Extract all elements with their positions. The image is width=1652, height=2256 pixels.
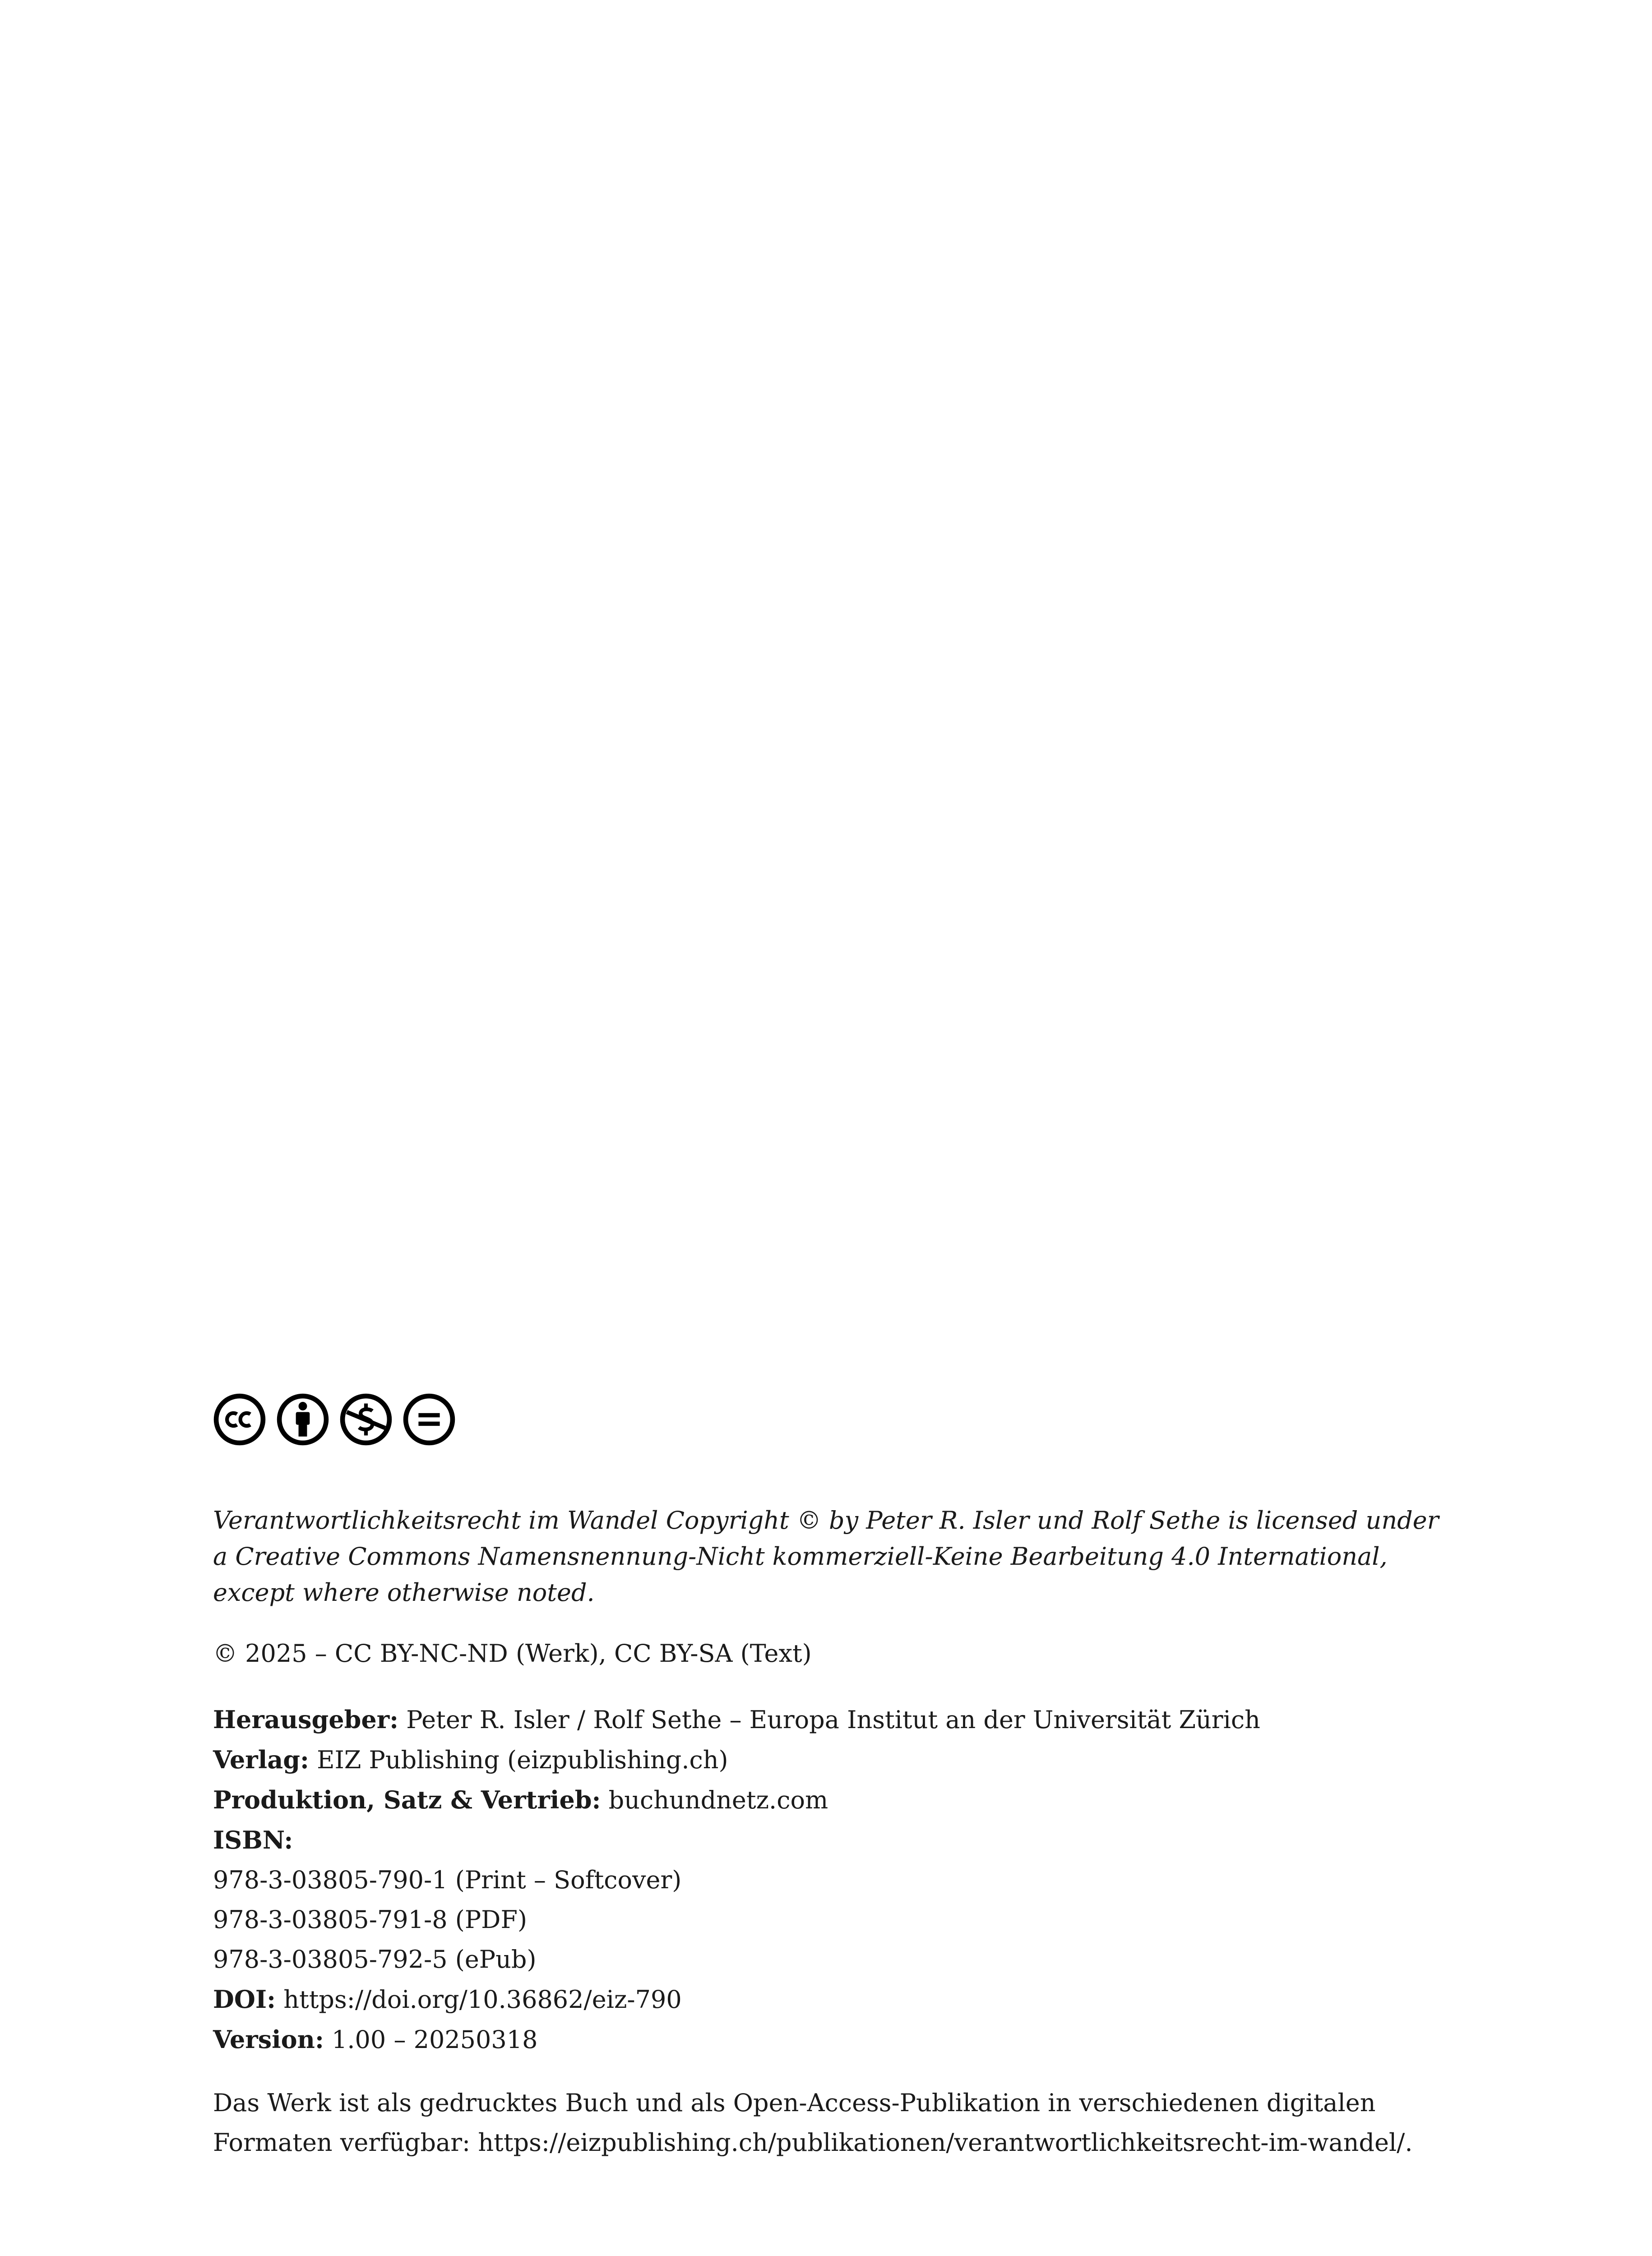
editor-label: Herausgeber: (213, 1705, 399, 1734)
editor-value: Peter R. Isler / Rolf Sethe – Europa Institut an der Universität Zürich (398, 1706, 1260, 1734)
nc-icon (339, 1393, 393, 1446)
isbn-epub: 978-3-03805-792-5 (ePub) (213, 1945, 537, 1974)
cc-icon (213, 1393, 266, 1446)
production-row (213, 1780, 1454, 1820)
copyright-line: © 2025 – CC BY-NC-ND (Werk), CC BY-SA (Text) (213, 1639, 812, 1668)
production-label: Produktion, Satz & Vertrieb: (213, 1785, 601, 1814)
isbn-print: 978-3-03805-790-1 (Print – Softcover) (213, 1866, 682, 1894)
publisher-label: Verlag: (213, 1745, 309, 1774)
publication-metadata (213, 1700, 1454, 2060)
nd-icon (403, 1393, 456, 1446)
license-statement (213, 1502, 1454, 1611)
isbn-pdf: 978-3-03805-791-8 (PDF) (213, 1905, 528, 1934)
doi-value: https://doi.org/10.36862/eiz-790 (276, 1985, 682, 2014)
version-value: 1.00 – 20250318 (324, 2025, 538, 2054)
license-icons (213, 1393, 456, 1446)
version-label: Version: (213, 2025, 324, 2054)
version-row (213, 2020, 1454, 2060)
isbn-label-row (213, 1820, 1454, 1860)
publisher-value: EIZ Publishing (eizpublishing.ch) (309, 1746, 728, 1774)
publisher-row (213, 1740, 1454, 1780)
editor-row (213, 1700, 1454, 1740)
doi-row (213, 1979, 1454, 2020)
by-icon (276, 1393, 329, 1446)
license-text: Copyright © by Peter R. Isler und Rolf Sethe is licensed under a Creative Commons Namensnennung-Nicht kommerziell-Keine Bearbeitung 4.0 International, except where otherwise noted. (213, 1506, 1439, 1607)
isbn-label: ISBN: (213, 1826, 293, 1854)
availability-note: Das Werk ist als gedrucktes Buch und als Open-Access-Publikation in verschiedenen digitalen Formaten verfügbar: https://eizpublishing.ch/publikationen/verantwortlichkeitsrecht-im-wandel/. (213, 2089, 1413, 2157)
work-title: Verantwortlichkeitsrecht im Wandel (213, 1506, 658, 1535)
production-value: buchundnetz.com (601, 1786, 828, 1814)
doi-label: DOI: (213, 1985, 276, 2014)
